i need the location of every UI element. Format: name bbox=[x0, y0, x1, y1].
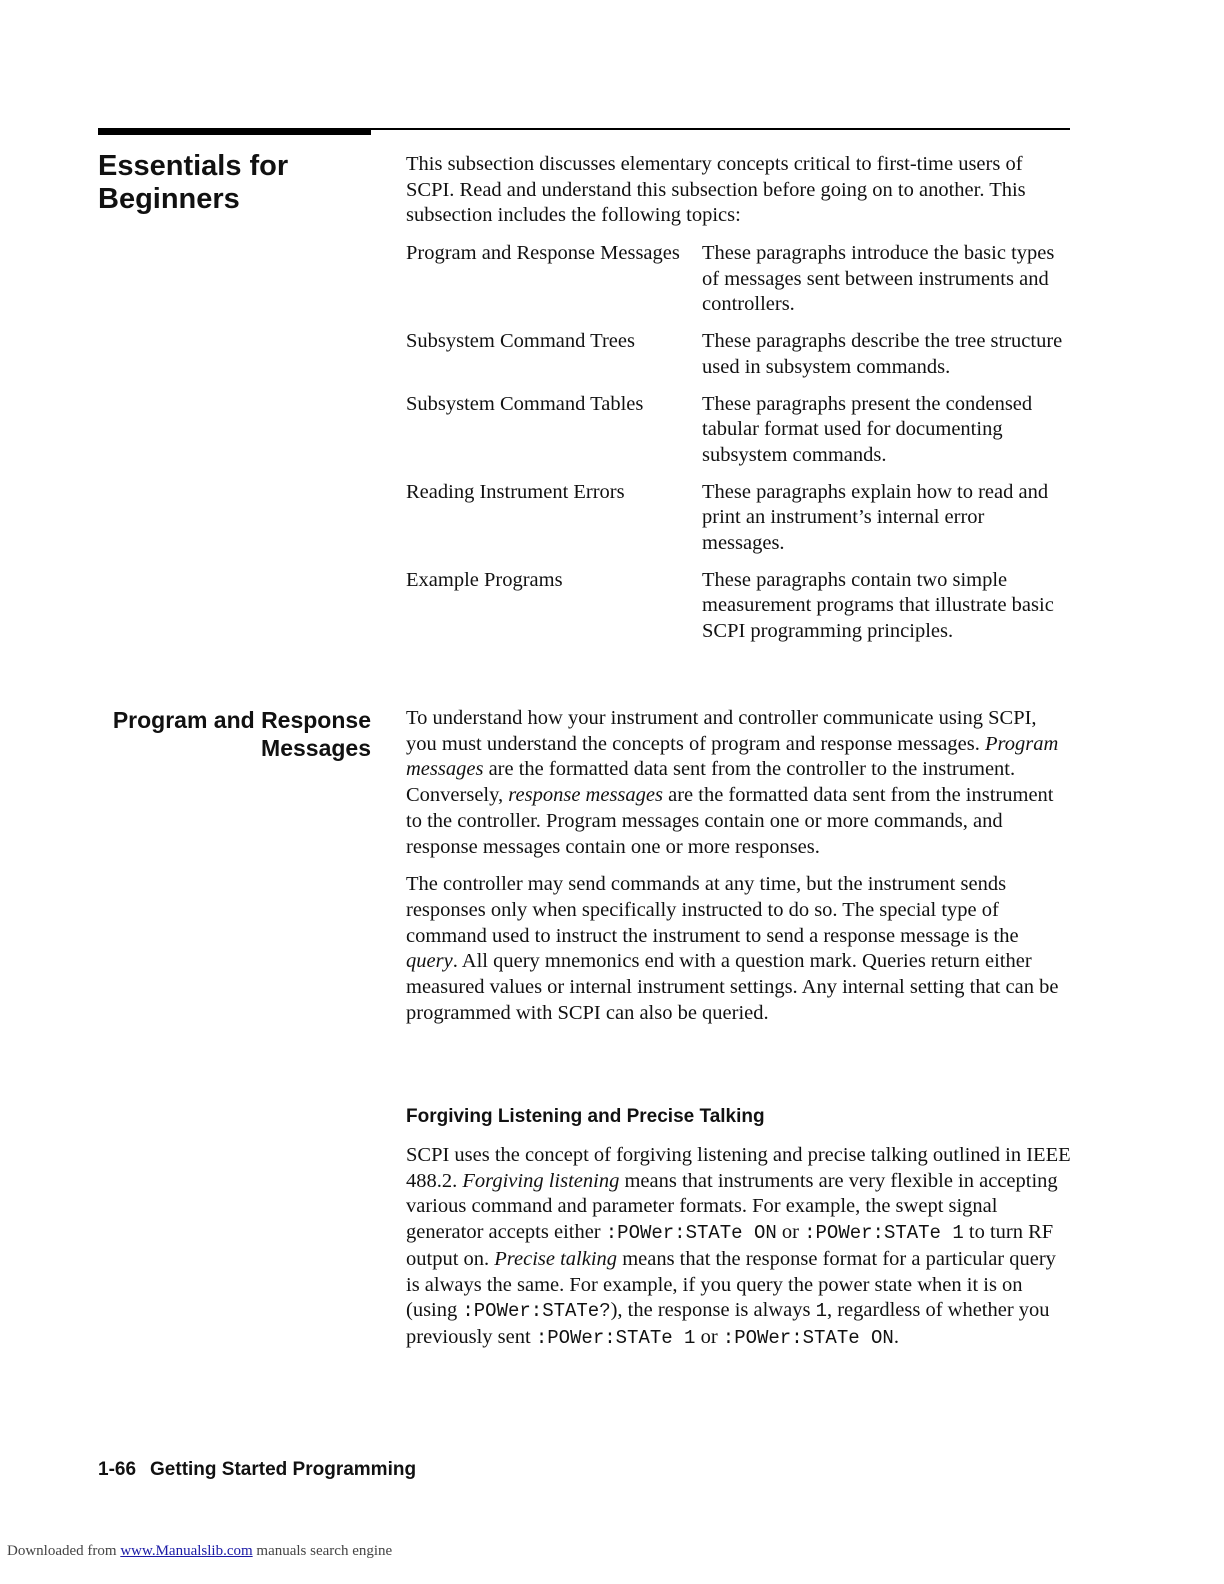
text-run: To understand how your instrument and controller communicate using SCPI, you must understand the concepts of program and response messages. bbox=[406, 707, 1037, 755]
term-program-messages: Program messages bbox=[406, 732, 1059, 781]
code-command: :POWer:STATe 1 bbox=[535, 1326, 696, 1349]
text-run: . bbox=[893, 1325, 899, 1348]
topic-name: Reading Instrument Errors bbox=[406, 480, 625, 503]
topics-list bbox=[406, 241, 1071, 656]
text-run: or bbox=[695, 1325, 723, 1348]
code-command: :POWer:STATe? bbox=[462, 1300, 611, 1323]
section-heading-program-response: Program and Response Messages bbox=[112, 707, 371, 761]
term-forgiving-listening: Forgiving listening bbox=[462, 1169, 620, 1192]
text-run: are the formatted data sent from the controller to the instrument. Conversely, bbox=[406, 758, 1016, 807]
topic-name: Example Programs bbox=[406, 568, 563, 591]
subheading-forgiving-listening: Forgiving Listening and Precise Talking bbox=[406, 1106, 765, 1127]
topic-row bbox=[406, 241, 1071, 318]
topic-name: Program and Response Messages bbox=[406, 242, 680, 264]
text-run: to turn RF output on. bbox=[406, 1221, 1054, 1270]
topic-name: Subsystem Command Trees bbox=[406, 330, 635, 353]
code-command: :POWer:STATe ON bbox=[605, 1222, 777, 1245]
source-link[interactable]: www.Manualslib.com bbox=[120, 1543, 253, 1559]
paragraph-query bbox=[406, 872, 1071, 1026]
topic-name: Subsystem Command Tables bbox=[406, 392, 644, 415]
section-heading-essentials: Essentials for Beginners bbox=[98, 150, 289, 215]
chapter-title: Getting Started Programming bbox=[150, 1459, 417, 1480]
intro-paragraph bbox=[406, 152, 1071, 229]
text-run: SCPI uses the concept of forgiving listening and precise talking outlined in IEEE 488.2. bbox=[406, 1144, 1071, 1192]
topic-row bbox=[406, 329, 1071, 380]
paragraph-messages bbox=[406, 706, 1071, 860]
term-query: query bbox=[406, 950, 453, 973]
text-run: means that the response format for a particular query is always the same. For example, if you query the power state when it is on (using bbox=[406, 1247, 1056, 1322]
topic-row bbox=[406, 568, 1071, 645]
intro-text: This subsection discusses elementary concepts critical to first-time users of SCPI. Read and understand this subsection before going on to another. This subsection includes the following topics: bbox=[406, 153, 1026, 227]
header-rule-thick bbox=[98, 128, 371, 135]
code-value: 1 bbox=[815, 1300, 827, 1323]
text-run: ), the response is always bbox=[610, 1299, 816, 1322]
text-run: are the formatted data sent from the instrument to the controller. Program messages contain one or more commands, and response messages contain one or more responses. bbox=[406, 784, 1054, 858]
topic-description: These paragraphs describe the tree structure used in subsystem commands. bbox=[702, 330, 1063, 378]
term-precise-talking: Precise talking bbox=[494, 1247, 618, 1270]
forgiving-listening-body bbox=[406, 1143, 1071, 1352]
program-response-body bbox=[406, 706, 1071, 1026]
topic-description: These paragraphs present the condensed tabular format used for documenting subsystem commands. bbox=[702, 392, 1033, 466]
source-suffix: manuals search engine bbox=[252, 1543, 393, 1559]
term-response-messages: response messages bbox=[508, 784, 663, 807]
topic-description: These paragraphs explain how to read and print an instrument’s internal error messages. bbox=[702, 480, 1049, 555]
text-run: or bbox=[776, 1221, 805, 1244]
source-prefix: Downloaded from bbox=[7, 1543, 121, 1559]
topic-description: These paragraphs contain two simple measurement programs that illustrate basic SCPI programming principles. bbox=[702, 568, 1054, 643]
page-number: 1-66 bbox=[98, 1459, 137, 1480]
topic-row bbox=[406, 480, 1071, 557]
text-run: . All query mnemonics end with a question mark. Queries return either measured values or internal instrument settings. Any internal setting that can be programmed with SCPI can also be queried. bbox=[406, 950, 1059, 1024]
text-run: , regardless of whether you previously sent bbox=[406, 1299, 1050, 1348]
code-command: :POWer:STATe 1 bbox=[804, 1222, 964, 1245]
text-run: The controller may send commands at any time, but the instrument sends responses only when specifically instructed to do so. The special type of command used to instruct the instrument to send a response message is the bbox=[406, 873, 1019, 947]
topic-row bbox=[406, 392, 1071, 469]
text-run: means that instruments are very flexible in accepting various command and parameter formats. For example, the swept signal generator accepts either bbox=[406, 1169, 1058, 1244]
topic-description: These paragraphs introduce the basic types of messages sent between instruments and controllers. bbox=[702, 242, 1055, 316]
page-footer bbox=[98, 1458, 416, 1482]
source-note bbox=[7, 1542, 392, 1560]
code-command: :POWer:STATe ON bbox=[722, 1326, 894, 1349]
paragraph-forgiving bbox=[406, 1143, 1071, 1352]
